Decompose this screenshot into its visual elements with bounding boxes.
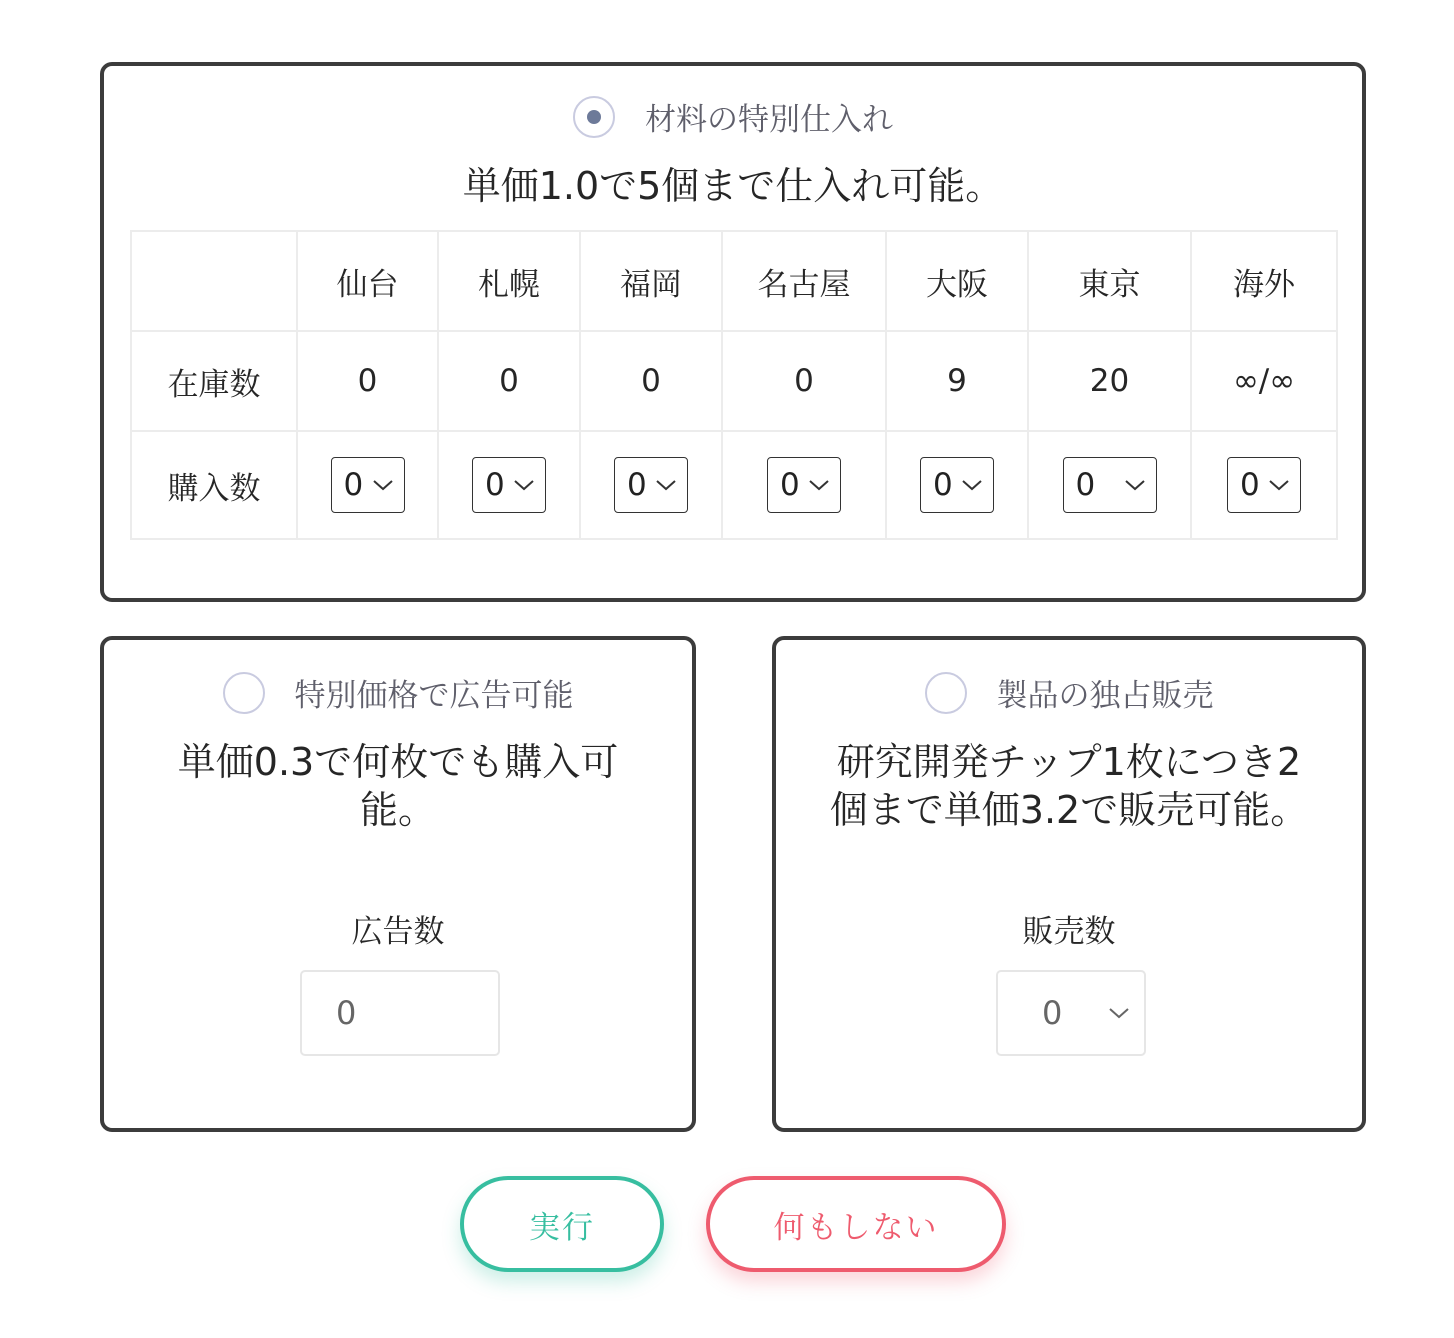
chevron-down-icon	[1268, 479, 1290, 491]
run-button[interactable]	[460, 1176, 664, 1272]
buy-select-osaka[interactable]	[920, 457, 994, 513]
stock-value: ∞/∞	[1191, 331, 1337, 431]
run-button-label: 実行	[529, 1209, 595, 1246]
monopoly-option-label: 製品の独占販売	[996, 678, 1214, 714]
city-header: 名古屋	[722, 231, 886, 331]
chevron-down-icon	[655, 479, 677, 491]
buy-select-value: 0	[1075, 467, 1096, 503]
stock-value: 0	[580, 331, 722, 431]
table-header-row	[131, 231, 1337, 331]
material-purchase-card	[100, 62, 1366, 602]
stock-value: 0	[722, 331, 886, 431]
buy-select-value: 0	[780, 467, 800, 503]
ad-count-label: 広告数	[351, 914, 445, 950]
ad-count-placeholder: 0	[336, 994, 357, 1032]
monopoly-option-radio[interactable]	[925, 672, 967, 714]
buy-select-sapporo[interactable]	[472, 457, 546, 513]
ad-option-label: 特別価格で広告可能	[294, 678, 574, 714]
buy-cell	[297, 431, 438, 539]
material-description: 単価1.0で5個まで仕入れ可能。	[462, 164, 1004, 208]
city-header: 仙台	[297, 231, 438, 331]
chevron-down-icon	[1124, 479, 1146, 491]
sales-count-value: 0	[1042, 994, 1063, 1032]
buy-row	[131, 431, 1337, 539]
monopoly-description-line: 研究開発チップ1枚につき2	[836, 740, 1302, 784]
buy-cell	[1028, 431, 1191, 539]
monopoly-option-header[interactable]	[776, 670, 1362, 715]
city-header: 福岡	[580, 231, 722, 331]
monopoly-card	[772, 636, 1366, 1132]
buy-select-value: 0	[627, 467, 647, 503]
sales-count-select[interactable]	[996, 970, 1146, 1056]
table-corner-cell	[131, 231, 297, 331]
buy-select-sendai[interactable]	[331, 457, 405, 513]
ad-description	[134, 738, 662, 834]
buy-cell	[1191, 431, 1337, 539]
ad-count-input[interactable]	[300, 970, 500, 1056]
sales-count-label: 販売数	[1022, 914, 1116, 950]
buy-select-value: 0	[343, 467, 364, 503]
city-header: 大阪	[886, 231, 1028, 331]
buy-cell	[886, 431, 1028, 539]
stock-row	[131, 331, 1337, 431]
chevron-down-icon	[961, 479, 983, 491]
monopoly-description	[796, 738, 1342, 834]
material-option-label: 材料の特別仕入れ	[645, 102, 893, 138]
ad-option-header[interactable]	[104, 670, 692, 715]
do-nothing-button-label: 何もしない	[773, 1209, 939, 1246]
buy-cell	[722, 431, 886, 539]
buy-select-tokyo[interactable]	[1063, 457, 1157, 513]
buy-select-fukuoka[interactable]	[614, 457, 688, 513]
ad-description-line: 単価0.3で何枚でも購入可	[177, 740, 619, 784]
buy-select-value: 0	[485, 467, 505, 503]
material-option-radio[interactable]	[573, 96, 615, 138]
do-nothing-button[interactable]	[706, 1176, 1006, 1272]
ad-option-radio[interactable]	[223, 672, 265, 714]
chevron-down-icon	[808, 479, 830, 491]
ad-description-line: 能。	[359, 788, 436, 832]
buy-select-value: 0	[1240, 467, 1260, 503]
city-header: 海外	[1191, 231, 1337, 331]
stock-value: 0	[438, 331, 580, 431]
buy-cell	[580, 431, 722, 539]
stock-value: 0	[297, 331, 438, 431]
chevron-down-icon	[1108, 1007, 1130, 1019]
buy-row-label: 購入数	[131, 431, 297, 539]
stock-value: 9	[886, 331, 1028, 431]
material-option-header[interactable]	[104, 94, 1362, 139]
city-header: 札幌	[438, 231, 580, 331]
stock-table	[130, 230, 1338, 540]
chevron-down-icon	[372, 479, 394, 491]
city-header: 東京	[1028, 231, 1191, 331]
buy-select-overseas[interactable]	[1227, 457, 1301, 513]
buy-cell	[438, 431, 580, 539]
stock-value: 20	[1028, 331, 1191, 431]
ad-card	[100, 636, 696, 1132]
buy-select-value: 0	[933, 467, 953, 503]
chevron-down-icon	[513, 479, 535, 491]
buy-select-nagoya[interactable]	[767, 457, 841, 513]
stock-row-label: 在庫数	[131, 331, 297, 431]
monopoly-description-line: 個まで単価3.2で販売可能。	[829, 788, 1309, 832]
